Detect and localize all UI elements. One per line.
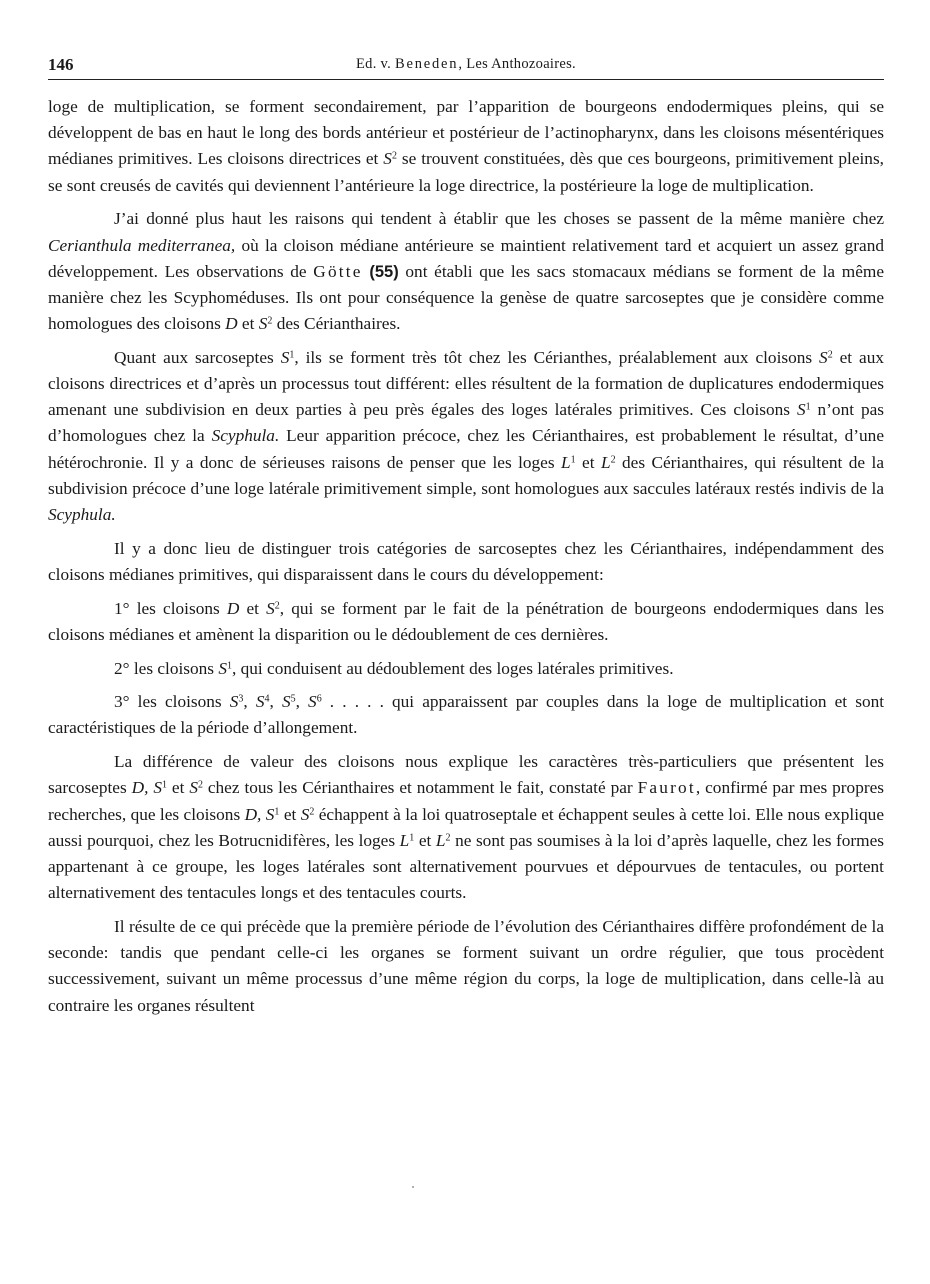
list-item-3: 3° les cloisons $S^3$, $S^4$, $S^5$, $S^6$ . . . . . qui apparaissent par couples dans la loge de multiplication et sont caractéristiques de la période d’allongement. [48, 692, 885, 738]
species-name: Scyphula. [48, 505, 116, 525]
author-name: Götte [313, 261, 363, 281]
paragraph-1: loge de multiplication, se forment secondairement, par l’apparition de bourgeons endodermiques pleins, qui se développent de bas en haut le long des bords antérieur et postérieur de l’actinopharynx, dans les cloisons mésentériques médianes primitives. Les cloisons directrices et $S^2$ se trouvent constituées, dès que ces bourgeons, primitivement pleins, se sont creusés de cavités qui deviennent l’antérieure la loge directrice, la postérieure la loge de multiplication. [48, 97, 884, 195]
paragraph-5: La différence de valeur des cloisons nous explique les caractères très-particuliers que présentent les sarcoseptes D, $S^1$ et $S^2$ chez tous les Cérianthaires et notamment le fait, constaté par Faurot, confirmé par mes propres recherches, que les cloisons D, $S^1$ et $S^2$ échappent à la loi quatroseptale et échappent seules à cette loi. Elle nous explique aussi pourquoi, chez les Botrucnidifères, les loges $L^1$ et $L^2$ ne sont pas soumises à la loi d’après laquelle, chez les formes appartenant à ce groupe, les loges latérales sont alternativement pourvues et dépourvues de tentacules, ou portent alternativement des tentacules longs et des tentacules courts. [48, 752, 884, 903]
paragraph-4: Il y a donc lieu de distinguer trois catégories de sarcoseptes chez les Cérianthaires, indépendamment des cloisons médianes primitives, qui disparaissent dans le cours du développement: [48, 538, 884, 584]
running-header [48, 55, 884, 80]
running-title: Ed. v. Beneden, Les Anthozoaires. [355, 56, 576, 72]
list-item-2: 2° les cloisons $S^1$, qui conduisent au dédoublement des loges latérales primitives. [114, 658, 674, 678]
species-name: Scyphula. [211, 426, 280, 446]
page-speck [412, 1186, 414, 1188]
paragraph-2: J’ai donné plus haut les raisons qui tendent à établir que les choses se passent de la même manière chez Cerianthula mediterranea, où la cloison médiane antérieure se maintient relativement tard et acquiert un assez grand développement. Les observations de Götte (55) ont établi que les sacs stomacaux médians se forment de la même manière chez les Scyphoméduses. Ils ont pour conséquence la genèse de quatre sarcoseptes que je considère comme homologues des cloisons D et $S^2$ des Cérianthaires. [48, 209, 884, 334]
body-text [48, 94, 884, 1026]
list-item-1: 1° les cloisons D et $S^2$, qui se forment par le fait de la pénétration de bourgeons endodermiques dans les cloisons médianes et amènent la disparition ou le dédoublement de ces dernières. [48, 598, 885, 644]
species-name: Cerianthula mediterranea, [48, 235, 236, 255]
author-name: Faurot [637, 778, 696, 798]
page-number: 146 [48, 55, 74, 74]
paragraph-3: Quant aux sarcoseptes $S^1$, ils se forment très tôt chez les Cérianthes, préalablement aux cloisons $S^2$ et aux cloisons directrices et d’après un processus tout différent: elles résultent de la formation de duplicatures endodermiques amenant une subdivision en deux parties à peu près égales des loges latérales primitives. Ces cloisons $S^1$ n’ont pas d’homologues chez la Scyphula. Leur apparition précoce, chez les Cérianthaires, est probablement le résultat, d’une hétérochronie. Il y a donc de sérieuses raisons de penser que les loges $L^1$ et $L^2$ des Cérianthaires, qui résultent de la subdivision précoce d’une loge latérale primitivement simple, sont homologues aux saccules latéraux restés indivis de la Scyphula. [48, 347, 885, 525]
paragraph-6: Il résulte de ce qui précède que la première période de l’évolution des Cérianthaires diffère profondément de la seconde: tandis que pendant celle-ci les organes se forment suivant un ordre régulier, que tous procèdent successivement, suivant un même processus d’une même région du corps, la loge de multiplication, dans celle-là au contraire les organes résultent [48, 916, 884, 1015]
citation-ref: (55) [369, 262, 399, 281]
